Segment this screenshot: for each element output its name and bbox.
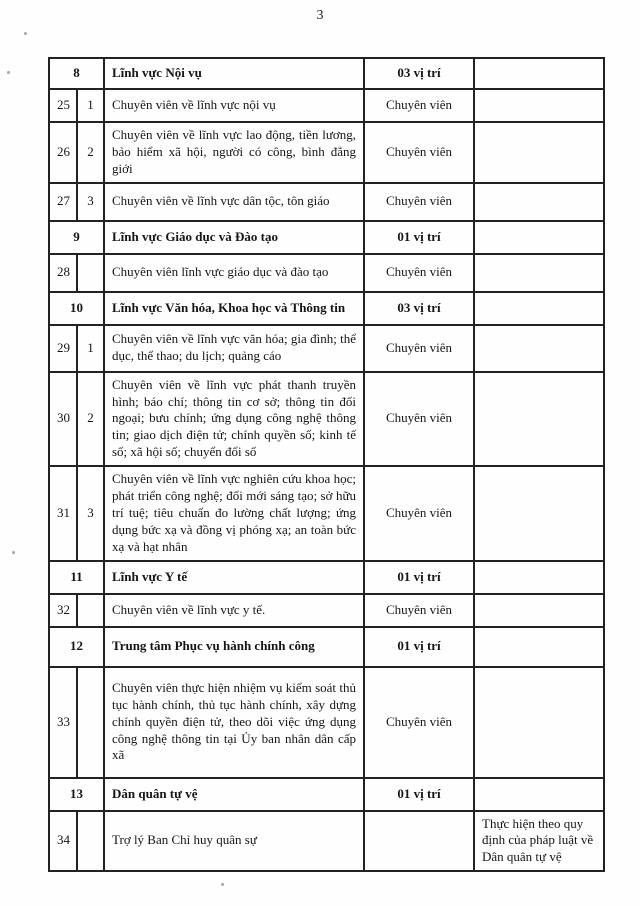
section-number: 8 <box>49 58 104 89</box>
row-number: 26 <box>49 122 77 183</box>
scan-speck <box>221 883 224 886</box>
row-note: Thực hiện theo quy định của pháp luật về Dân quân tự vệ <box>474 811 604 872</box>
section-note <box>474 561 604 594</box>
row-rank: Chuyên viên <box>364 89 474 122</box>
table-row <box>49 372 604 466</box>
row-note <box>474 183 604 221</box>
section-note <box>474 292 604 325</box>
section-row <box>49 292 604 325</box>
row-description: Chuyên viên về lĩnh vực văn hóa; gia đình; thể dục, thể thao; du lịch; quảng cáo <box>104 325 364 372</box>
row-rank: Chuyên viên <box>364 372 474 466</box>
section-row <box>49 561 604 594</box>
scan-speck <box>12 551 15 554</box>
section-row <box>49 58 604 89</box>
row-rank: Chuyên viên <box>364 122 474 183</box>
row-sub-number: 2 <box>77 122 104 183</box>
row-description: Trợ lý Ban Chỉ huy quân sự <box>104 811 364 872</box>
row-sub-number <box>77 667 104 778</box>
row-sub-number: 3 <box>77 466 104 560</box>
scan-speck <box>24 32 27 35</box>
row-number: 32 <box>49 594 77 627</box>
section-title: Lĩnh vực Giáo dục và Đào tạo <box>104 221 364 254</box>
row-note <box>474 466 604 560</box>
row-description: Chuyên viên về lĩnh vực nghiên cứu khoa học; phát triển công nghệ; đổi mới sáng tạo; sở hữu trí tuệ; tiêu chuẩn đo lường chất lượng; ứng dụng bức xạ và đồng vị phóng xạ; an toàn bức xạ và hạt nhân <box>104 466 364 560</box>
section-positions: 03 vị trí <box>364 292 474 325</box>
row-rank: Chuyên viên <box>364 466 474 560</box>
row-number: 30 <box>49 372 77 466</box>
page-number: 3 <box>316 8 324 23</box>
row-description: Chuyên viên về lĩnh vực y tế. <box>104 594 364 627</box>
section-title: Trung tâm Phục vụ hành chính công <box>104 627 364 667</box>
row-number: 33 <box>49 667 77 778</box>
table-row <box>49 122 604 183</box>
section-note <box>474 778 604 811</box>
row-sub-number <box>77 254 104 292</box>
row-number: 34 <box>49 811 77 872</box>
row-note <box>474 122 604 183</box>
section-positions: 03 vị trí <box>364 58 474 89</box>
section-number: 11 <box>49 561 104 594</box>
row-note <box>474 372 604 466</box>
row-sub-number: 3 <box>77 183 104 221</box>
section-note <box>474 221 604 254</box>
row-sub-number <box>77 594 104 627</box>
row-note <box>474 594 604 627</box>
row-sub-number: 1 <box>77 89 104 122</box>
row-sub-number: 1 <box>77 325 104 372</box>
row-note <box>474 667 604 778</box>
row-description: Chuyên viên về lĩnh vực lao động, tiền lương, bảo hiểm xã hội, người có công, bình đẳng giới <box>104 122 364 183</box>
row-sub-number <box>77 811 104 872</box>
section-positions: 01 vị trí <box>364 778 474 811</box>
table-row <box>49 254 604 292</box>
row-number: 27 <box>49 183 77 221</box>
row-note <box>474 89 604 122</box>
section-positions: 01 vị trí <box>364 627 474 667</box>
section-row <box>49 627 604 667</box>
row-rank: Chuyên viên <box>364 594 474 627</box>
table-row <box>49 89 604 122</box>
section-positions: 01 vị trí <box>364 561 474 594</box>
row-sub-number: 2 <box>77 372 104 466</box>
row-description: Chuyên viên lĩnh vực giáo dục và đào tạo <box>104 254 364 292</box>
roster-table-body <box>49 58 604 871</box>
table-row <box>49 811 604 872</box>
section-title: Dân quân tự vệ <box>104 778 364 811</box>
section-number: 9 <box>49 221 104 254</box>
row-description: Chuyên viên về lĩnh vực phát thanh truyền hình; báo chí; thông tin cơ sở; thông tin đối ngoại; bưu chính; ứng dụng công nghệ thông tin; giao dịch điện tử; chính quyền số; kinh tế số; xã hội số; chuyển đổi số <box>104 372 364 466</box>
row-rank: Chuyên viên <box>364 254 474 292</box>
row-note <box>474 325 604 372</box>
row-rank: Chuyên viên <box>364 325 474 372</box>
row-number: 29 <box>49 325 77 372</box>
scan-speck <box>7 71 10 74</box>
row-description: Chuyên viên về lĩnh vực nội vụ <box>104 89 364 122</box>
section-title: Lĩnh vực Y tế <box>104 561 364 594</box>
section-number: 12 <box>49 627 104 667</box>
section-number: 10 <box>49 292 104 325</box>
row-number: 28 <box>49 254 77 292</box>
row-rank: Chuyên viên <box>364 183 474 221</box>
row-note <box>474 254 604 292</box>
table-row <box>49 667 604 778</box>
table-row <box>49 183 604 221</box>
section-number: 13 <box>49 778 104 811</box>
section-row <box>49 221 604 254</box>
row-description: Chuyên viên về lĩnh vực dân tộc, tôn giáo <box>104 183 364 221</box>
row-number: 25 <box>49 89 77 122</box>
section-row <box>49 778 604 811</box>
section-note <box>474 58 604 89</box>
row-description: Chuyên viên thực hiện nhiệm vụ kiểm soát thủ tục hành chính, thủ tục hành chính, xây dựng chính quyền điện tử, theo dõi việc ứng dụng công nghệ thông tin tại Ủy ban nhân dân cấp xã <box>104 667 364 778</box>
section-title: Lĩnh vực Nội vụ <box>104 58 364 89</box>
section-positions: 01 vị trí <box>364 221 474 254</box>
row-rank <box>364 811 474 872</box>
section-note <box>474 627 604 667</box>
table-row <box>49 466 604 560</box>
row-rank: Chuyên viên <box>364 667 474 778</box>
position-table <box>48 57 605 872</box>
table-row <box>49 325 604 372</box>
section-title: Lĩnh vực Văn hóa, Khoa học và Thông tin <box>104 292 364 325</box>
table-row <box>49 594 604 627</box>
row-number: 31 <box>49 466 77 560</box>
